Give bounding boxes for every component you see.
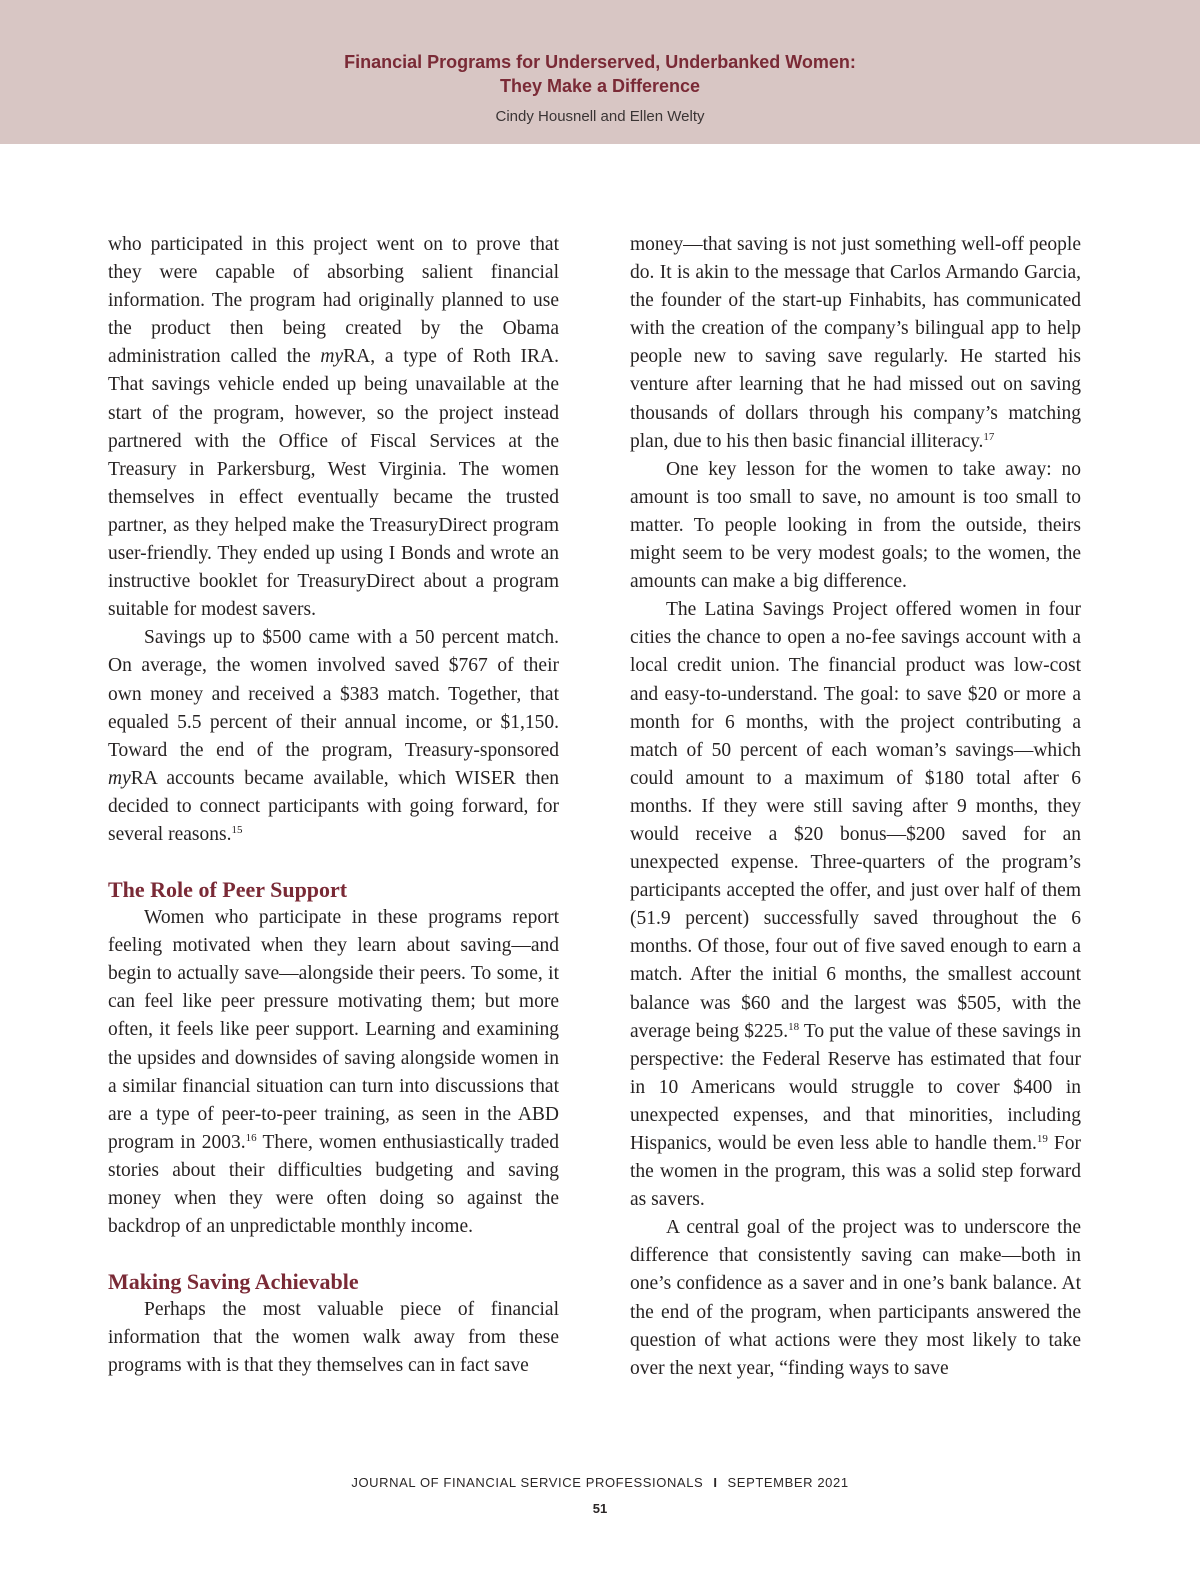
page-footer	[0, 1475, 1200, 1490]
issue-date: SEPTEMBER 2021	[727, 1475, 849, 1490]
paragraph: One key lesson for the women to take away: no amount is too small to save, no amount is too small to matter. To people looking in from the outside, theirs might seem to be very modest goals; to the women, the amounts can make a big difference.	[630, 458, 1081, 593]
paragraph: who participated in this project went on to prove that they were capable of absorbing salient financial information. The program had originally planned to use the product then being created by the Obama administration called the myRA, a type of Roth IRA. That savings vehicle ended up being unavailable at the start of the program, however, so the project instead partnered with the Office of Fiscal Services at the Treasury in Parkersburg, West Virginia. The women themselves in effect eventually became the trusted partner, as they helped make the TreasuryDirect program user-friendly. They ended up using I Bonds and wrote an instructive booklet for TreasuryDirect about a program suitable for modest savers.	[108, 234, 559, 621]
journal-name: JOURNAL OF FINANCIAL SERVICE PROFESSIONALS	[351, 1475, 704, 1490]
footnote-ref: 15	[231, 823, 243, 836]
article-title-line1: Financial Programs for Underserved, Underbanked Women:	[344, 52, 856, 72]
paragraph: A central goal of the project was to underscore the difference that consistently saving can make—both in one’s confidence as a saver and in one’s bank balance. At the end of the program, when participants answered the question of what actions were they most likely to take over the next year, “finding ways to save	[630, 1217, 1081, 1379]
article-authors: Cindy Housnell and Ellen Welty	[495, 108, 705, 125]
footer-separator: I	[713, 1475, 718, 1490]
paragraph: Perhaps the most valuable piece of financial information that the women walk away from these programs with is that they themselves can in fact save	[108, 1299, 559, 1377]
paragraph: Women who participate in these programs report feeling motivated when they learn about saving—and begin to actually save—alongside their peers. To some, it can feel like peer pressure motivating them; but more often, it feels like peer support. Learning and examining the upsides and downsides of saving alongside women in a similar financial situation can turn into discussions that are a type of peer-to-peer training, as seen in the ABD program in 2003.16 There, women enthusiastically traded stories about their difficulties budgeting and saving money when they were often doing so against the backdrop of an unpredictable monthly income.	[108, 907, 559, 1238]
footnote-ref: 16	[245, 1131, 257, 1144]
article-header	[0, 0, 1200, 144]
footnote-ref: 19	[1036, 1133, 1048, 1145]
paragraph: money—that saving is not just something well-off people do. It is akin to the message that Carlos Armando Garcia, the founder of the start-up Finhabits, has communicated with the creation of the company’s bilingual app to help people new to saving save regularly. He started his venture after learning that he had missed out on saving thousands of dollars through his company’s matching plan, due to his then basic financial illiteracy.$^{17}$	[630, 234, 1081, 452]
section-heading-peer-support: The Role of Peer Support	[108, 877, 348, 903]
right-column	[630, 231, 1081, 1383]
footnote-ref: 18	[788, 1020, 800, 1033]
paragraph: Savings up to $500 came with a 50 percent match. On average, the women involved saved $767 of their own money and received a $383 match. Together, that equaled 5.5 percent of their annual income, or $1,150. Toward the end of the program, Treasury-sponsored myRA accounts became available, which WISER then decided to connect participants with going forward, for several reasons.$^{15}$	[108, 627, 559, 845]
left-column	[108, 231, 559, 1380]
paragraph: The Latina Savings Project offered women in four cities the chance to open a no-fee savings account with a local credit union. The financial product was low-cost and easy-to-understand. The goal: to save $20 or more a month for 6 months, with the project contributing a match of 50 percent of each woman’s savings—which could amount to a maximum of $180 total after 6 months. If they were still saving after 9 months, they would receive a $20 bonus—$200 saved for an unexpected expense. Three-quarters of the program’s participants accepted the offer, and just over half of them (51.9 percent) successfully saved throughout the 6 months. Of those, four out of five saved enough to earn a match. After the initial 6 months, the smallest account balance was $60 and the largest was $505, with the average being $225.18 To put the value of these savings in perspective: the Federal Reserve has estimated that four in 10 Americans would struggle to cover $400 in unexpected expenses, and that minorities, including Hispanics, would be even less able to handle them.$^{19}$ For the women in the program, this was a solid step forward as savers.	[630, 599, 1081, 1211]
page-number: 51	[592, 1501, 608, 1516]
section-heading-saving-achievable: Making Saving Achievable	[108, 1269, 359, 1295]
footnote-ref: 17	[983, 430, 995, 443]
article-title-line2: They Make a Difference	[499, 76, 701, 96]
